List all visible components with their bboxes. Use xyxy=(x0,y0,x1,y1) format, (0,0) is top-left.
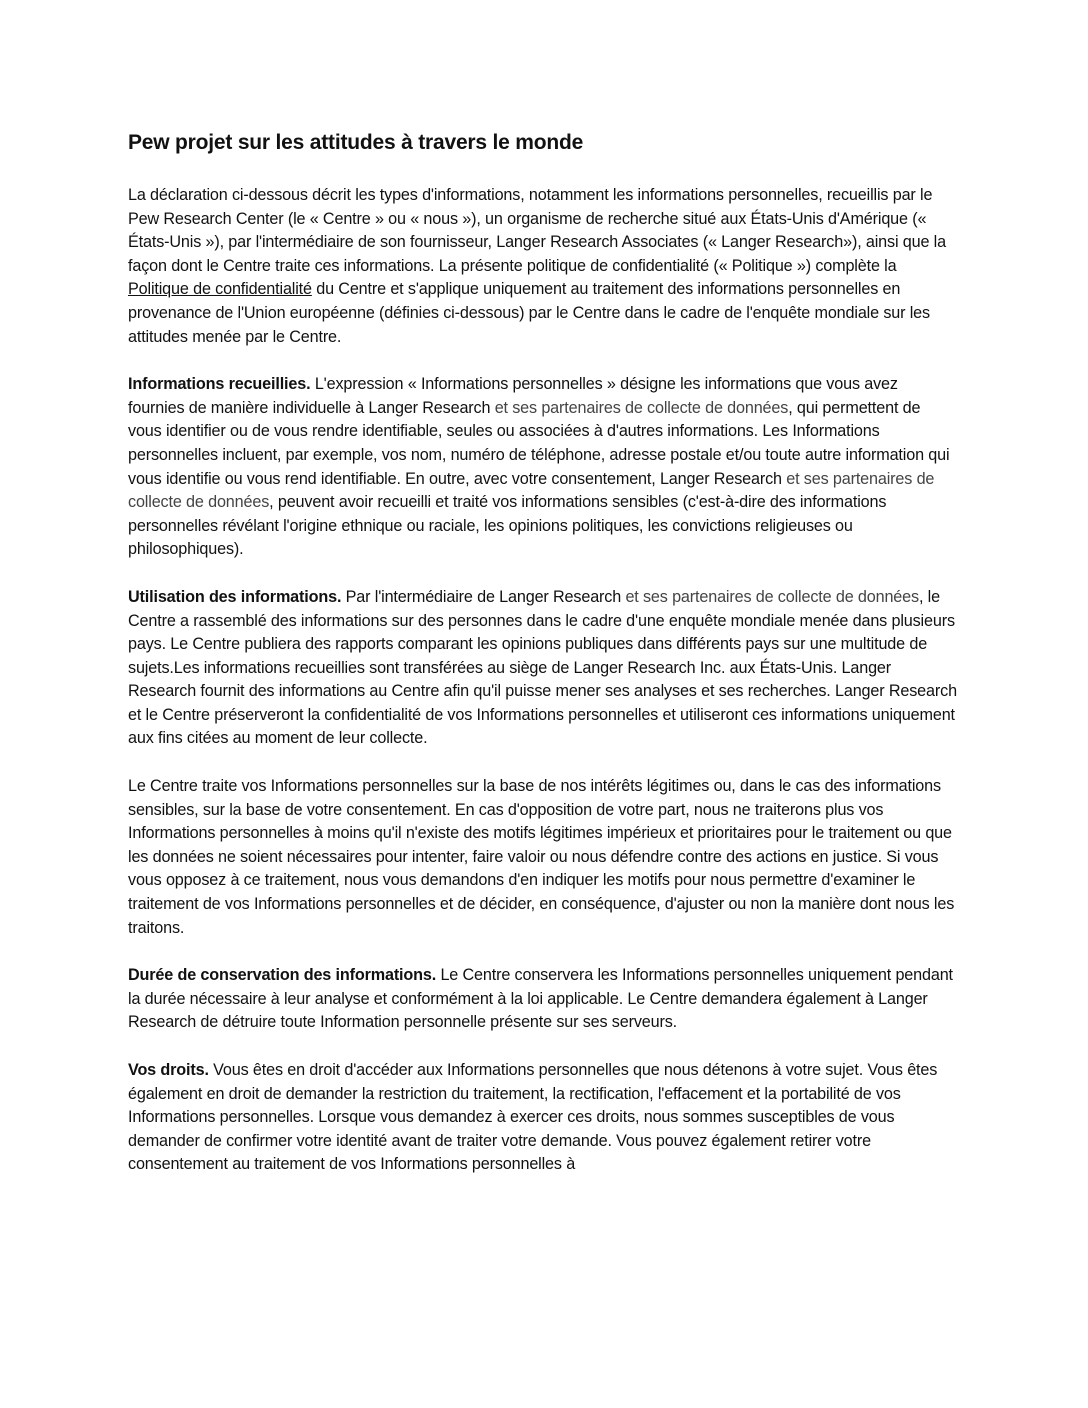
info-collected-partners-1: et ses partenaires de collecte de données xyxy=(494,398,789,417)
info-collected-text-2: , qui permettent de vous identifier ou de vous rendre identifiable, seules ou associées à d'autres informations. Les Informations personnelles incluent, par exemple, vos nom, numéro de téléphone, adresse postale et/ou toute autre information qui vous identifie ou vous rend identifiable. En outre, avec votre consentement, Langer Research xyxy=(128,398,950,488)
intro-text-end: du Centre et s'applique uniquement au traitement des informations personnelles en provenance de l'Union européenne (définies ci-dessous) par le Centre dans le cadre de l'enquête mondiale sur les attitudes menée par le Centre. xyxy=(128,280,930,346)
legal-basis-paragraph: Le Centre traite vos Informations personnelles sur la base de nos intérêts légitimes ou, dans le cas des informations sensibles, sur la base de votre consentement. En cas d'opposition de votre part, nous ne traiterons plus vos Informations personnelles à moins qu'il n'existe des motifs légitimes impérieux et prioritaires pour le traitement ou que les données ne soient nécessaires pour intenter, faire valoir ou nous défendre contre des actions en justice. Si vous vous opposez à ce traitement, nous vous demandons d'en indiquer les motifs pour nous permettre d'examiner le traitement de vos Informations personnelles et de décider, en conséquence, d'ajuster ou non la manière dont nous les traitons. xyxy=(128,777,955,937)
retention-heading: Durée de conservation des informations. xyxy=(128,966,437,985)
rights-heading: Vos droits. xyxy=(128,1061,209,1079)
info-use-heading: Utilisation des informations. xyxy=(128,587,342,606)
info-collected-text-1: L'expression « Informations personnelles » désigne les informations que vous avez fournies de manière individuelle à Langer Research xyxy=(128,375,898,417)
page-title: Pew projet sur les attitudes à travers le monde xyxy=(128,131,584,154)
info-use-paragraph xyxy=(128,586,958,751)
info-use-text-1: Par l'intermédiaire de Langer Research xyxy=(341,587,626,606)
intro-text-start: La déclaration ci-dessous décrit les types d'informations, notamment les informations personnelles, recueillis par le Pew Research Center (le « Centre » ou « nous »), un organisme de recherche situé aux États-Unis d'Amérique (« États-Unis »), par l'intermédiaire de son fournisseur, Langer Research Associates (« Langer Research»), ainsi que la façon dont le Centre traite ces informations. La présente politique de confidentialité (« Politique ») complète la xyxy=(128,186,946,275)
rights-paragraph xyxy=(128,1059,958,1177)
info-collected-text-3: , peuvent avoir recueilli et traité vos informations sensibles (c'est-à-dire des informations personnelles révélant l'origine ethnique ou raciale, les opinions politiques, les convictions religieuses ou philosophiques). xyxy=(128,493,887,559)
retention-paragraph xyxy=(128,964,958,1035)
info-collected-paragraph xyxy=(128,373,958,562)
privacy-policy-link[interactable]: Politique de confidentialité xyxy=(128,280,312,299)
intro-paragraph xyxy=(128,184,958,349)
retention-text: Le Centre conservera les Informations personnelles uniquement pendant la durée nécessaire à leur analyse et conformément à la loi applicable. Le Centre demandera également à Langer Research de détruire toute Information personnelle présente sur ses serveurs. xyxy=(128,966,953,1032)
info-use-partners: et ses partenaires de collecte de données xyxy=(625,587,919,606)
info-collected-heading: Informations recueillies. xyxy=(128,375,311,394)
rights-text: Vous êtes en droit d'accéder aux Informations personnelles que nous détenons à votre sujet. Vous êtes également en droit de demander la restriction du traitement, la rectification, l'effacement et la portabilité de vos Informations personnelles. Lorsque vous demandez à exercer ces droits, nous sommes susceptibles de vous demander de confirmer votre identité avant de traiter votre demande. Vous pouvez également retirer votre consentement au traitement de vos Informations personnelles à xyxy=(128,1061,938,1174)
info-collected-partners-2: et ses partenaires de collecte de données xyxy=(128,469,935,512)
document-body xyxy=(128,128,958,1201)
info-use-text-2: , le Centre a rassemblé des informations sur des personnes dans le cadre d'une enquête mondiale menée dans plusieurs pays. Le Centre publiera des rapports comparant les opinions publiques dans différents pays sur une multitude de sujets.Les informations recueillies sont transférées au siège de Langer Research Inc. aux États-Unis. Langer Research fournit des informations au Centre afin qu'il puisse mener ses analyses et ses recherches. Langer Research et le Centre préserveront la confidentialité de vos Informations personnelles et utiliseront ces informations uniquement aux fins citées au moment de leur collecte. xyxy=(128,587,957,748)
